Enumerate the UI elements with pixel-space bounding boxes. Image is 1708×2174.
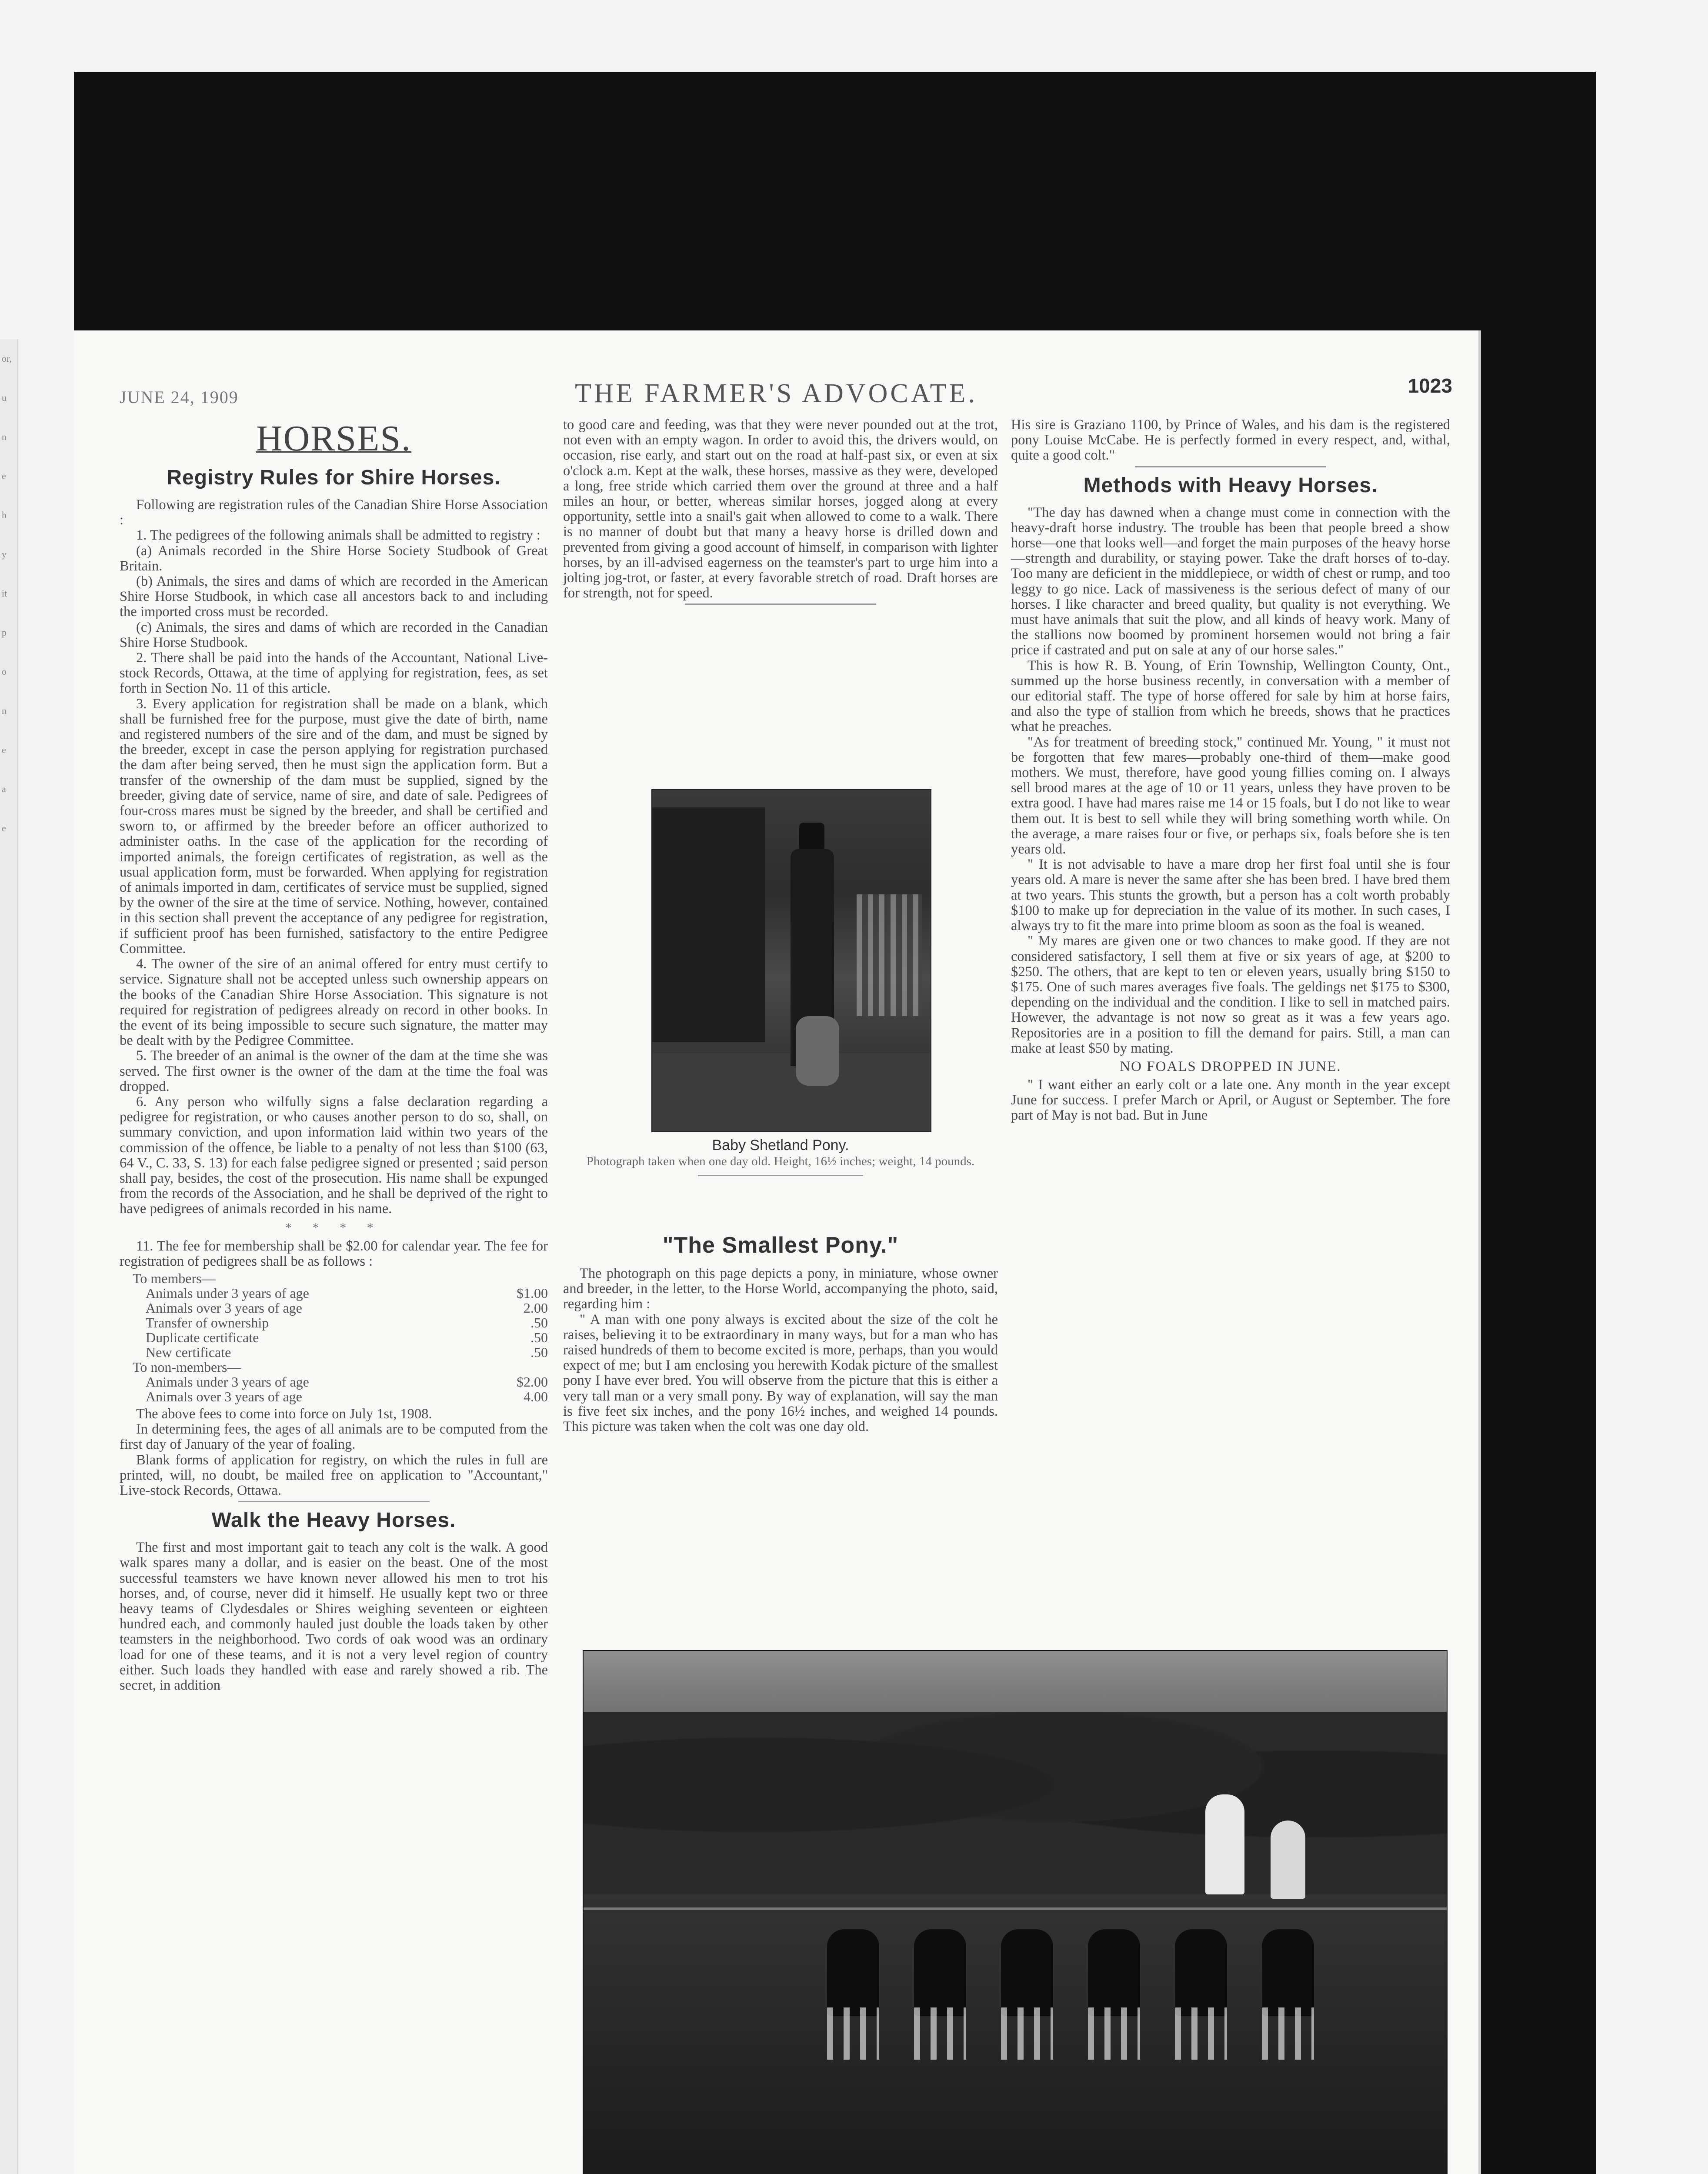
divider xyxy=(1135,466,1326,467)
fee-label: To non-members— xyxy=(133,1359,241,1375)
fee-label: Animals over 3 years of age xyxy=(146,1388,302,1404)
edge-fragment: n xyxy=(2,431,7,442)
divider xyxy=(698,1175,863,1176)
paragraph: (b) Animals, the sires and dams of which are recorded in the American Shire Horse Studbook, in which case all ancestors back to and including the imported cross must be recorded. xyxy=(120,574,548,620)
fee-amount: .50 xyxy=(530,1314,548,1330)
paragraph: (c) Animals, the sires and dams of which are recorded in the Canadian Shire Horse Studbook. xyxy=(120,619,548,650)
fees-notes xyxy=(120,1407,548,1498)
paragraph: The first and most important gait to teach any colt is the walk. A good walk spares many a dollar, and is easier on the beast. One of the most successful teamsters we have known never allowed his men to trot his horses, and, of course, never did it himself. He usually kept two or three heavy teams of Clydesdales or Shires weighing seventeen or eighteen hundred each, and commonly hauled just double the loads taken by other teamsters in the neighborhood. Two cords of oak wood was an ordinary load for one of these teams, and it is not a very level region of country either. Such loads they handled with ease and rarely showed a rib. The secret, in addition xyxy=(120,1540,548,1693)
article-title-registry-rules: Registry Rules for Shire Horses. xyxy=(167,466,501,489)
horse-legs xyxy=(1262,2007,1314,2060)
paragraph: This is how R. B. Young, of Erin Township, Wellington County, Ont., summed up the horse business recently, in conversation with a member of our editorial staff. The type of horse offered for sale by him at horse fairs, and also the type of stallion from which he breeds, shows that he practices what he preaches. xyxy=(1011,657,1450,735)
fee-row xyxy=(120,1300,548,1315)
photo1-subcaption: Photograph taken when one day old. Height, 16½ inches; weight, 14 pounds. xyxy=(586,1154,975,1168)
issue-date: JUNE 24, 1909 xyxy=(120,387,239,407)
fee-label: Duplicate certificate xyxy=(146,1329,259,1345)
paragraph: 2. There shall be paid into the hands of the Accountant, National Live-stock Records, Ottawa, at the time of applying for registration, fees, as set forth in Section No. 11 of this article. xyxy=(120,650,548,697)
paragraph: In determining fees, the ages of all animals are to be computed from the first day of January of the year of foaling. xyxy=(120,1421,548,1453)
fee-label: To members— xyxy=(133,1270,216,1286)
continued-paragraph-col3: His sire is Graziano 1100, by Prince of Wales, and his dam is the registered pony Louise McCabe. He is perfectly formed in every respect, and, withal, quite a good colt." xyxy=(1011,417,1450,463)
edge-fragment: o xyxy=(2,666,7,677)
horse-figure xyxy=(827,1929,879,2016)
article-title-walk-heavy-horses: Walk the Heavy Horses. xyxy=(211,1509,456,1532)
edge-fragment: n xyxy=(2,705,7,716)
paragraph: Following are registration rules of the Canadian Shire Horse Association : xyxy=(120,497,548,528)
edge-fragment: u xyxy=(2,392,7,403)
groom-figure xyxy=(1271,1821,1305,1899)
horse-legs xyxy=(1001,2007,1053,2060)
paragraph: (a) Animals recorded in the Shire Horse Society Studbook of Great Britain. xyxy=(120,543,548,574)
barn-shape xyxy=(652,807,765,1042)
paragraph: Blank forms of application for registry, on which the rules in full are printed, will, no doubt, be mailed free on application to "Accountant," Live-stock Records, Ottawa. xyxy=(120,1452,548,1498)
edge-fragment: e xyxy=(2,744,6,755)
fee-row xyxy=(120,1330,548,1345)
fee-label: Animals under 3 years of age xyxy=(146,1374,309,1390)
horse-legs xyxy=(1088,2007,1140,2060)
photo-baby-shetland-pony xyxy=(651,789,931,1132)
adjacent-page-edge xyxy=(0,339,18,2174)
paragraph: " A man with one pony always is excited about the size of the colt he raises, believing it to be extraordinary in many ways, but for a man who has raised hundreds of them to become excited is more, perhaps, than you would expect of me; but I am enclosing you herewith Kodak picture of the smallest pony I have ever bred. You will observe from the picture that this is either a very tall man or a very small pony. By way of explanation, will say the man is five feet six inches, and the pony 16½ inches, and weighed 14 pounds. This picture was taken when the colt was one day old. xyxy=(563,1311,998,1435)
edge-fragment: a xyxy=(2,784,6,794)
fence-shape xyxy=(857,894,922,1016)
fee-amount: .50 xyxy=(530,1344,548,1360)
driver-figure xyxy=(1205,1794,1244,1894)
fee-row xyxy=(120,1389,548,1404)
fee-label: New certificate xyxy=(146,1344,231,1360)
divider xyxy=(685,604,876,605)
edge-fragment: h xyxy=(2,510,7,520)
fee-amount: $2.00 xyxy=(517,1374,548,1390)
fee-row xyxy=(120,1374,548,1389)
horse-figure xyxy=(1001,1929,1053,2016)
column-2-lower xyxy=(563,1226,998,1434)
walk-heavy-horses-body xyxy=(120,1540,548,1693)
fee-amount: 2.00 xyxy=(524,1300,548,1316)
fee-label: Transfer of ownership xyxy=(146,1314,269,1330)
photo-clydesdale-team xyxy=(583,1650,1448,2174)
paragraph: "The day has dawned when a change must come in connection with the heavy-draft horse industry. The trouble has been that people breed a show horse—one that looks well—and forget the main purposes of the heavy horse—strength and durability, or staying power. Take the draft horses of to-day. Too many are deficient in the middlepiece, or width of chest or rump, and too leggy to go nice. Lack of massiveness is the serious defect of many of our horses. I like character and breed quality, but quality is not everything. We must have animals that suit the plow, and all kinds of heavy work. Many of the stallions now boomed by prominent horsemen would not bring a fair price if castrated and put on sale at any of our horse sales." xyxy=(1011,504,1450,658)
fee-label: Animals over 3 years of age xyxy=(146,1300,302,1316)
fee-amount: .50 xyxy=(530,1329,548,1345)
edge-fragment: p xyxy=(2,627,7,638)
fee-amount xyxy=(487,1360,548,1374)
pony-figure xyxy=(796,1016,839,1086)
divider xyxy=(238,1501,430,1502)
horse-legs xyxy=(914,2007,966,2060)
column-1 xyxy=(120,417,548,1693)
column-2 xyxy=(563,417,998,609)
fee-label: Animals under 3 years of age xyxy=(146,1285,309,1301)
horse-figure xyxy=(914,1929,966,2016)
trees-shape xyxy=(584,1712,1447,1894)
photo1-caption-block xyxy=(563,1137,998,1180)
horse-legs xyxy=(1175,2007,1227,2060)
horse-figure xyxy=(1262,1929,1314,2016)
hat-shape xyxy=(799,823,824,849)
photo1-caption: Baby Shetland Pony. xyxy=(712,1137,849,1154)
section-heading-horses: HORSES. xyxy=(256,418,412,459)
methods-heavy-horses-body xyxy=(1011,505,1450,1056)
fee-row xyxy=(120,1360,548,1374)
edge-fragment: or, xyxy=(2,353,12,364)
edge-fragment: e xyxy=(2,823,6,834)
after-subhead-paragraph: " I want either an early colt or a late one. Any month in the year except June for success. I prefer March or April, or August or September. The fore part of May is not bad. But in June xyxy=(1011,1077,1450,1124)
paragraph: 4. The owner of the sire of an animal offered for entry must certify to service. Signature shall not be accepted unless such ownership appears on the books of the Canadian Shire Horse Association. This signature is not required for registration of pedigrees already on record in other books. In the event of its being impossible to secure such signature, the matter may be dealt with by the Pedigree Committee. xyxy=(120,956,548,1049)
continued-paragraph: to good care and feeding, was that they were never pounded out at the trot, not even with an empty wagon. In order to avoid this, the drivers would, on occasion, rise early, and start out on the road at half-past six, or even at six o'clock a.m. Kept at the walk, these horses, massive as they were, developed a long, free stride which carried them over the ground at three and a half miles an hour, or better, whereas similar horses, jogged along at every opportunity, settle into a snail's gait when allowed to come to a walk. There is no manner of doubt but that many a heavy horse is drilled down and prevented from giving a good account of himself, in comparison with lighter horses, by an ill-advised eagerness on the teamster's part to urge him into a jolting jog-trot, or faster, at every favorable stretch of road. Draft horses are for strength, not for speed. xyxy=(563,417,998,601)
paragraph: "As for treatment of breeding stock," continued Mr. Young, " it must not be forgotten that few mares—probably one-third of them—make good mothers. We must, therefore, have good young fillies coming on. I always sell brood mares at the age of 10 or 11 years, unless they have proven to be extra good. I have had mares raise me 14 or 15 foals, but I do not like to wear them out. It is best to sell while they will bring something worth while. On the average, a mare raises four or five, or perhaps six, foals before she is ten years old. xyxy=(1011,734,1450,857)
fee-row xyxy=(120,1345,548,1360)
paragraph: " It is not advisable to have a mare drop her first foal until she is four years old. A mare is never the same after she has been bred. I have bred them at two years. This stunts the growth, but a person has a colt worth probably $100 to make up for depreciation in the value of its mother. In such cases, I always try to fit the mare into prime bloom as soon as the foal is weaned. xyxy=(1011,857,1450,934)
horse-legs xyxy=(827,2007,879,2060)
column-3 xyxy=(1011,417,1450,1124)
fees-intro: 11. The fee for membership shall be $2.00 for calendar year. The fee for registration of pedigrees shall be as follows : xyxy=(120,1238,548,1269)
paragraph: 3. Every application for registration shall be made on a blank, which shall be furnished free for the purpose, must give the date of birth, name and registered numbers of the sire and of the dam, and must be signed by the breeder, except in case the person applying for registration purchased the dam after being served, then he must sign the application form. But a transfer of the ownership of the dam must be supplied, signed by the breeder, giving date of service, name of sire, and date of sale. Pedigrees of four-cross mares must be signed by the breeder, and shall be certified and sworn to, or affirmed by the breeder before an officer authorized to administer oaths. In the case of the application for the recording of imported animals, the foreign certificates of registration, as well as the usual application form, must be forwarded. When applying for registration of animals imported in dam, certificates of service must be supplied, signed by the owner of the sire at the time of service. Nothing, however, contained in this section shall prevent the acceptance of any pedigree for registration, if sufficient proof has been furnished, satisfactory to the entire Pedigree Committee. xyxy=(120,696,548,957)
smallest-pony-body xyxy=(563,1266,998,1434)
horse-figure xyxy=(1088,1929,1140,2016)
paragraph: The above fees to come into force on July 1st, 1908. xyxy=(136,1406,432,1422)
registry-rules-body xyxy=(120,497,548,1217)
paragraph: 6. Any person who wilfully signs a false declaration regarding a pedigree for registration, or who causes another person to do so, shall, on summary conviction, and upon information laid within two years of the commission of the offence, be liable to a penalty of not less than $100 (63, 64 V., C. 33, S. 13) for each false pedigree signed or presented ; said person shall pay, besides, the cost of the prosecution. His name shall be expunged from the records of the Association, and he shall be deprived of the right to have pedigrees of animals recorded in his name. xyxy=(120,1094,548,1217)
masthead-title: THE FARMER'S ADVOCATE. xyxy=(575,379,977,408)
rail-shape xyxy=(584,1907,1447,1910)
edge-fragment: it xyxy=(2,588,7,599)
fee-amount xyxy=(487,1271,548,1286)
section-break-dots: * * * * xyxy=(285,1220,382,1235)
subhead-no-foals-june: NO FOALS DROPPED IN JUNE. xyxy=(1120,1058,1341,1074)
edge-fragment: e xyxy=(2,470,6,481)
fee-table xyxy=(120,1271,548,1404)
edge-fragment: y xyxy=(2,549,7,560)
page-number: 1023 xyxy=(1408,374,1452,397)
newspaper-page xyxy=(74,330,1478,2174)
fee-row xyxy=(120,1286,548,1300)
fee-row xyxy=(120,1315,548,1330)
article-title-methods-heavy-horses: Methods with Heavy Horses. xyxy=(1083,473,1378,497)
paragraph: 1. The pedigrees of the following animals shall be admitted to registry : xyxy=(136,527,540,544)
article-title-smallest-pony: "The Smallest Pony." xyxy=(662,1233,899,1258)
fee-amount: 4.00 xyxy=(524,1388,548,1404)
paragraph: 5. The breeder of an animal is the owner of the dam at the time she was served. The first owner is the owner of the dam at the time the foal was dropped. xyxy=(120,1048,548,1094)
horse-figure xyxy=(1175,1929,1227,2016)
paragraph: " My mares are given one or two chances to make good. If they are not considered satisfactory, I sell them at five or six years of age, at $200 to $250. The others, that are kept to ten or eleven years, usually bring $150 to $175. One of such mares averages five foals. The geldings net $175 to $300, depending on the individual and the condition. I like to sell in matched pairs. However, the advantage is not now so great as it was a few years ago. Repositories are in a position to fill the demand for pairs. Still, a man can make at least $50 by mating. xyxy=(1011,933,1450,1056)
fee-row xyxy=(120,1271,548,1286)
paragraph: The photograph on this page depicts a pony, in miniature, whose owner and breeder, in the letter, to the Horse World, accompanying the photo, said, regarding him : xyxy=(563,1266,998,1312)
fee-amount: $1.00 xyxy=(517,1285,548,1301)
